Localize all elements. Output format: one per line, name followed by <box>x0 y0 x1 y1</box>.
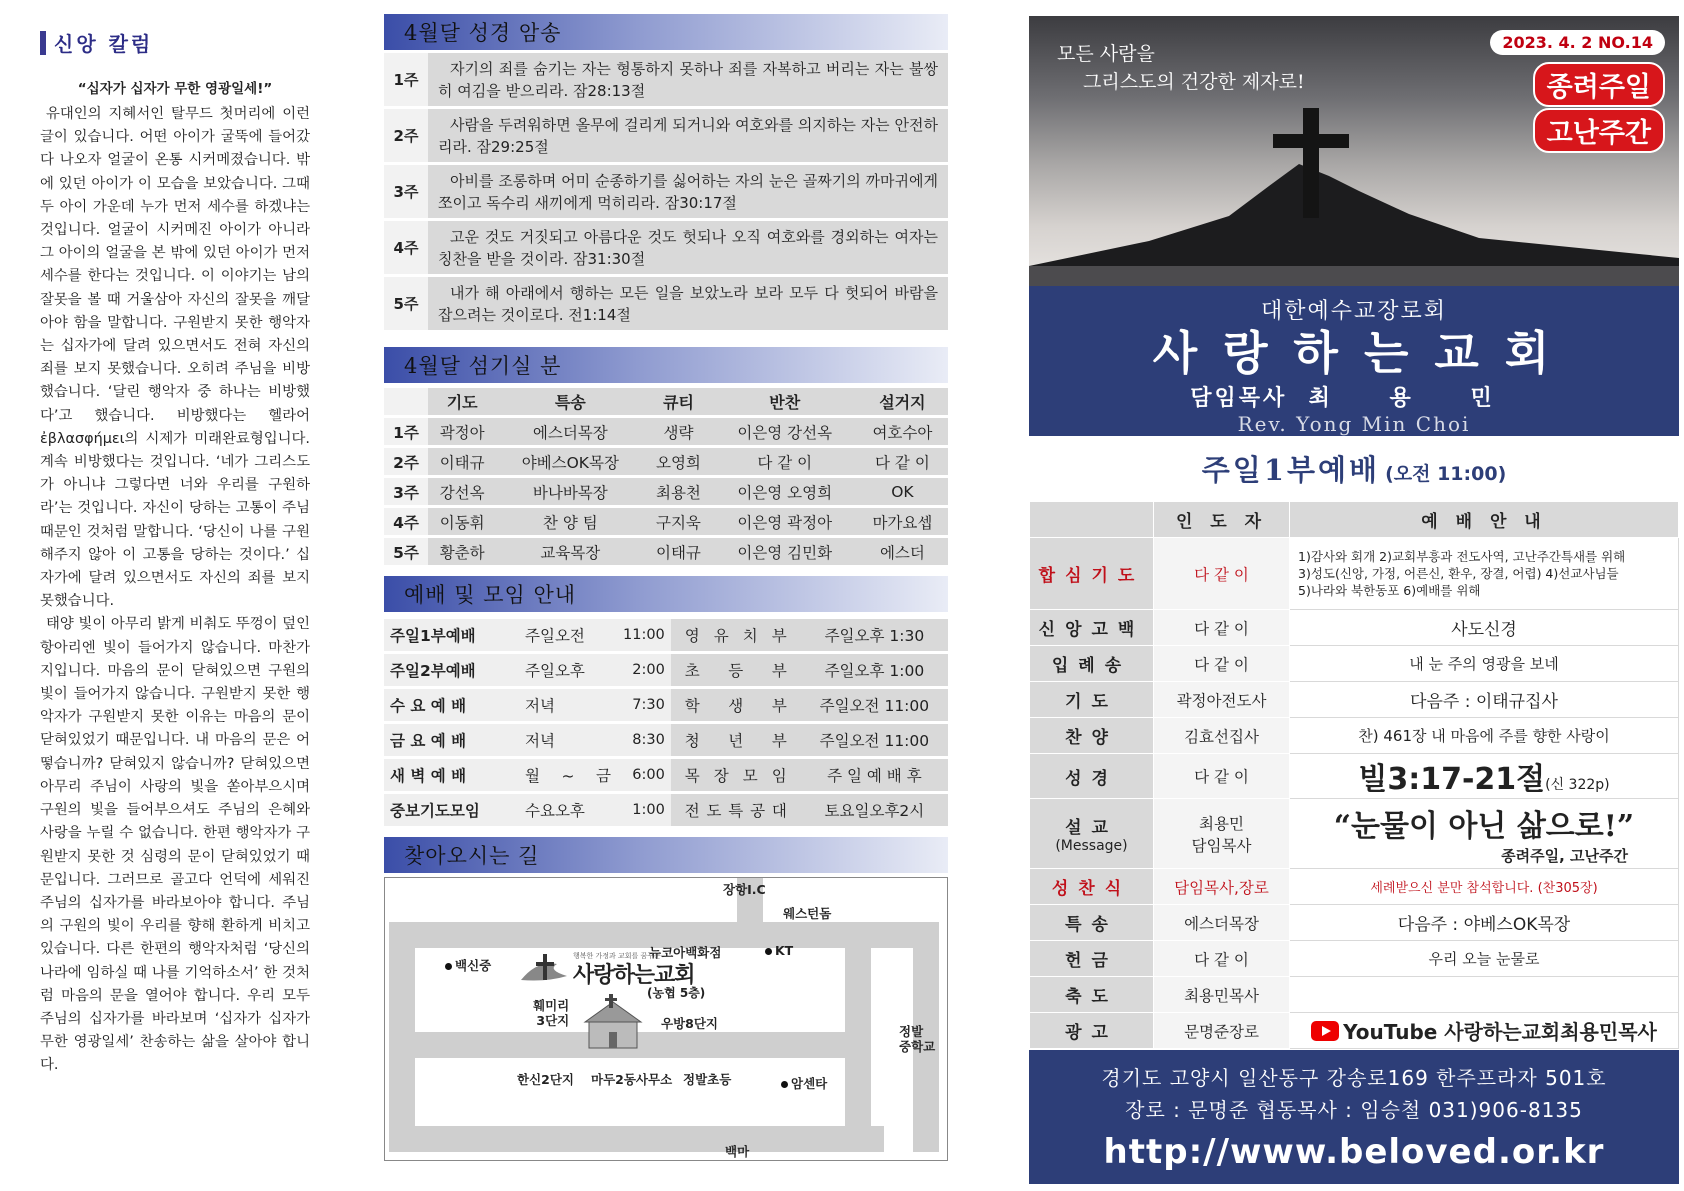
serve-cell: 에스더 <box>857 538 948 565</box>
order-content: 우리 오늘 눈물로 <box>1290 941 1679 977</box>
order-item <box>1030 869 1154 905</box>
scripture-page: (신 322p) <box>1545 777 1610 793</box>
order-header-cell <box>1030 502 1154 538</box>
order-row <box>1030 538 1679 610</box>
order-content: 다음주 : 야베스OK목장 <box>1290 905 1679 941</box>
service-name: 수 요 예 배 <box>384 689 519 721</box>
youtube-icon <box>1311 1021 1339 1041</box>
order-row <box>1030 941 1679 977</box>
order-leader <box>1154 941 1290 977</box>
map-label-hyemiri: 훼미리 3단지 <box>533 998 570 1028</box>
order-leader-name: 담임목사,장로 <box>1174 878 1269 897</box>
order-row <box>1030 682 1679 718</box>
order-item-sub: (Message) <box>1055 838 1128 854</box>
slogan-line: 그리스도의 건강한 제자로! <box>1083 71 1305 93</box>
order-item <box>1030 682 1154 718</box>
department-name: 목 장 모 임 <box>671 759 801 791</box>
order-item-label: 입례송 <box>1051 656 1132 676</box>
order-content: 다음주 : 이태규집사 <box>1290 682 1679 718</box>
serve-header-cell: 설거지 <box>857 388 948 415</box>
order-leader <box>1154 977 1290 1013</box>
order-item-label: 합심기도 <box>1038 566 1145 586</box>
map-label-jangang: 장항I.C <box>723 882 766 897</box>
order-content: 세례받으신 분만 참석합니다. (찬305장) <box>1290 869 1679 905</box>
map-dot <box>765 948 772 955</box>
map-label-jeongbal-elem: 정발초등 <box>683 1072 732 1087</box>
hero-image <box>1029 16 1679 286</box>
sermon-title: “눈물이 아닌 삶으로!” <box>1333 809 1635 844</box>
serve-table <box>384 385 948 568</box>
serve-cell: 이은영 오영희 <box>713 478 857 505</box>
order-item <box>1030 538 1154 610</box>
serve-row <box>384 448 948 475</box>
order-leader-name: 다 같 이 <box>1194 655 1249 674</box>
order-leader <box>1154 754 1290 799</box>
order-leader-name: 김효선집사 <box>1184 727 1259 746</box>
memory-table <box>384 50 948 333</box>
services-header <box>384 576 948 612</box>
order-item-label: 축도 <box>1065 987 1118 1007</box>
sermon-subtitle: 종려주일, 고난주간 <box>1501 847 1628 865</box>
department-time: 주일오후 1:30 <box>801 619 948 651</box>
service-row <box>384 689 948 721</box>
directions-map <box>384 877 948 1161</box>
service-day: 저녁 <box>519 689 617 721</box>
serve-cell: 이은영 강선옥 <box>713 418 857 445</box>
serve-header-cell: 큐티 <box>644 388 712 415</box>
service-row <box>384 759 948 791</box>
service-name: 주일1부예배 <box>384 619 519 651</box>
church-logo-name: 사랑하는교회 <box>573 962 695 988</box>
memory-row <box>384 109 948 162</box>
serve-cell: 3주 <box>384 478 428 505</box>
order-item <box>1030 718 1154 754</box>
order-leader <box>1154 799 1290 869</box>
serve-cell: 황춘하 <box>428 538 496 565</box>
serve-header-cell <box>384 388 428 415</box>
memory-verse: 사람을 두려워하면 올무에 걸리게 되거니와 여호와를 의지하는 자는 안전하리라. 잠29:25절 <box>428 109 948 162</box>
order-content <box>1290 754 1679 799</box>
order-leader <box>1154 682 1290 718</box>
order-row <box>1030 754 1679 799</box>
department-name: 전 도 특 공 대 <box>671 794 801 826</box>
serve-header <box>384 347 948 383</box>
order-item <box>1030 1013 1154 1049</box>
prayer-item: 5)나라와 북한동포 6)예배를 위해 <box>1298 583 1481 598</box>
pastor-line <box>1029 381 1679 412</box>
serve-cell: 다 같 이 <box>713 448 857 475</box>
order-item-label: 찬양 <box>1065 728 1118 748</box>
map-label-kt <box>765 943 793 958</box>
order-row <box>1030 977 1679 1013</box>
memory-week: 2주 <box>384 109 428 162</box>
map-label-madu: 마두2동사무소 <box>591 1072 673 1087</box>
service-time: 2:00 <box>617 654 671 686</box>
service-time: 8:30 <box>617 724 671 756</box>
serve-cell: 1주 <box>384 418 428 445</box>
services-table <box>384 616 948 829</box>
church-footer <box>1029 1050 1679 1184</box>
serve-cell: 바나바목장 <box>496 478 644 505</box>
order-leader-name: 다 같 이 <box>1194 565 1249 584</box>
service-name: 주일2부예배 <box>384 654 519 686</box>
map-label-woobang: 우방8단지 <box>661 1016 718 1031</box>
department-time: 주 일 예 배 후 <box>801 759 948 791</box>
serve-cell: 찬 양 팀 <box>496 508 644 535</box>
serve-cell: 이은영 곽정아 <box>713 508 857 535</box>
serve-cell: 이태규 <box>428 448 496 475</box>
order-leader-name: 최용민 <box>1199 814 1244 833</box>
order-item-label: 특송 <box>1065 915 1118 935</box>
order-item-label: 설교 <box>1065 818 1118 838</box>
order-content: 사도신경 <box>1290 610 1679 646</box>
pastor-name-en: Rev. Yong Min Choi <box>1237 412 1471 436</box>
order-leader <box>1154 905 1290 941</box>
dove-icon <box>517 950 573 994</box>
order-header-cell: 예 배 안 내 <box>1290 502 1679 538</box>
order-leader <box>1154 646 1290 682</box>
church-website[interactable]: http://www.beloved.or.kr <box>1103 1132 1605 1172</box>
scripture-reference: 빌3:17-21절 <box>1358 762 1546 797</box>
memory-week: 1주 <box>384 53 428 106</box>
order-item <box>1030 646 1154 682</box>
order-leader <box>1154 869 1290 905</box>
service-row <box>384 724 948 756</box>
order-item <box>1030 977 1154 1013</box>
church-tagline: 행복한 가정과 교회를 꿈꾸는 <box>573 952 661 960</box>
serve-row <box>384 418 948 445</box>
serve-row <box>384 508 948 535</box>
order-item <box>1030 754 1154 799</box>
prayer-item: 3)성도(신앙, 가정, 어른신, 환우, 장결, 어렵) 4)선교사님들 <box>1298 566 1619 581</box>
serve-header-cell: 반찬 <box>713 388 857 415</box>
serve-cell: 다 같 이 <box>857 448 948 475</box>
memory-week: 5주 <box>384 277 428 330</box>
map-label-baekma: 백마 <box>725 1144 750 1159</box>
memory-week: 3주 <box>384 165 428 218</box>
map-label-jeongbal: 정발 중학교 <box>899 1024 936 1054</box>
department-time: 주일오전 11:00 <box>801 724 948 756</box>
memory-verse: 자기의 죄를 숨기는 자는 형통하지 못하나 죄를 자복하고 버리는 자는 불쌍히 여김을 받으리라. 잠28:13절 <box>428 53 948 106</box>
order-row <box>1030 718 1679 754</box>
serve-cell: 구지욱 <box>644 508 712 535</box>
order-row <box>1030 1013 1679 1049</box>
service-name: 금 요 예 배 <box>384 724 519 756</box>
church-contact: 장로 : 문명준 협동목사 : 임승철 031)906-8135 <box>1125 1098 1583 1122</box>
order-item <box>1030 799 1154 869</box>
serve-cell: 최용천 <box>644 478 712 505</box>
order-row <box>1030 905 1679 941</box>
service-row <box>384 654 948 686</box>
column-paragraph: 태양 빛이 아무리 밝게 비춰도 뚜껑이 덮인 항아리엔 빛이 들어가지 않습니다. 마찬가지입니다. 마음의 문이 닫혀있으면 구원의 빛이 들어가지 않습니다. 구원받지 못한 행악자가 구원받지 못한 이유는 마음의 문이 닫혀있었기 때문입니다. 내 마음의 문은 어떻습니까? 닫혀있지 않습니까? 닫혀있으면 아무리 주님이 사랑의 빛을 쏟아부으시며 구원의 빛을 들어부으셔도 주님의 은혜와 사랑을 누릴 수 없습니다. 한편 행악자가 구원받지 못한 것 심령의 문이 닫혀있었기 때문입니다. 그러므로 골고다 언덕에 세워진 주님의 십자가를 바라보아야 합니다. 주님의 구원의 빛이 우리를 향해 환하게 비치고 있습니다. 다른 한편의 행악자처럼 ‘당신의 나라에 임하실 때 나를 기억하소서’ 한 것처럼 마음의 문을 열어야 합니다. 우리 모두 주님의 십자가를 바라보며 ‘십자가 십자가 무한 영광일세’ 찬송하는 삶을 살아야 합니다. <box>40 616 310 1074</box>
faith-column <box>40 28 310 1078</box>
order-item-label: 성경 <box>1065 768 1118 789</box>
church-logo <box>517 950 717 998</box>
church-title-band <box>1029 286 1679 436</box>
department-time: 토요일오후2시 <box>801 794 948 826</box>
service-time: 1:00 <box>617 794 671 826</box>
service-time: 11:00 <box>617 619 671 651</box>
map-label-cancer <box>781 1074 827 1092</box>
service-name: 새 벽 예 배 <box>384 759 519 791</box>
map-dot <box>445 963 452 970</box>
passion-week-badge: 고난주간 <box>1533 108 1665 153</box>
order-leader-name: 다 같 이 <box>1194 950 1249 969</box>
serve-cell: 여호수아 <box>857 418 948 445</box>
serve-cell: 교육목장 <box>496 538 644 565</box>
church-floor: (농협 5층) <box>647 986 706 1000</box>
map-title: 찾아오시는 길 <box>404 844 540 868</box>
serve-cell: 곽정아 <box>428 418 496 445</box>
memory-row <box>384 53 948 106</box>
palm-sunday-badge: 종려주일 <box>1533 62 1665 107</box>
order-leader-name: 곽정아전도사 <box>1176 691 1267 710</box>
order-content <box>1290 977 1679 1013</box>
serve-cell: 야베스OK목장 <box>496 448 644 475</box>
serve-cell: 이동휘 <box>428 508 496 535</box>
serve-cell: 강선옥 <box>428 478 496 505</box>
column-body <box>40 103 310 1078</box>
map-label-cancer-text: 암센타 <box>791 1076 828 1091</box>
memory-week: 4주 <box>384 221 428 274</box>
memory-row <box>384 221 948 274</box>
youtube-link[interactable] <box>1311 1016 1657 1045</box>
service-day: 주일오전 <box>519 619 617 651</box>
order-row <box>1030 799 1679 869</box>
service-day: 주일오후 <box>519 654 617 686</box>
map-label-newcore: 뉴코아백화점 <box>649 945 722 960</box>
map-header <box>384 837 948 873</box>
column-quote: “십자가 십자가 무한 영광일세!” <box>77 81 273 97</box>
service-row <box>384 619 948 651</box>
column-title <box>40 28 310 57</box>
order-content <box>1290 799 1679 869</box>
serve-row <box>384 478 948 505</box>
serve-cell: 이태규 <box>644 538 712 565</box>
worship-title <box>1029 448 1679 489</box>
map-label-baeksin <box>445 956 491 974</box>
serve-cell: 마가요셉 <box>857 508 948 535</box>
service-time: 7:30 <box>617 689 671 721</box>
order-leader-name: 문명준장로 <box>1184 1022 1259 1041</box>
church-address: 경기도 고양시 일산동구 강송로169 한주프라자 501호 <box>1101 1066 1607 1090</box>
worship-time: (오전 11:00) <box>1385 463 1507 485</box>
serve-cell: OK <box>857 478 948 505</box>
serve-title: 4월달 섬기실 분 <box>404 354 562 378</box>
order-content <box>1290 1013 1679 1049</box>
church-name: 사랑하는교회 <box>1152 326 1576 380</box>
serve-header-cell: 특송 <box>496 388 644 415</box>
department-time: 주일오후 1:00 <box>801 654 948 686</box>
memory-verse: 아비를 조롱하며 어미 순종하기를 싫어하는 자의 눈은 골짜기의 까마귀에게 쪼이고 독수리 새끼에게 먹히리라. 잠30:17절 <box>428 165 948 218</box>
services-title: 예배 및 모임 안내 <box>404 583 577 607</box>
order-content: 내 눈 주의 영광을 보네 <box>1290 646 1679 682</box>
order-row <box>1030 610 1679 646</box>
order-leader <box>1154 718 1290 754</box>
memory-verse: 고운 것도 거짓되고 아름다운 것도 헛되나 오직 여호와를 경외하는 여자는 칭찬을 받을 것이라. 잠31:30절 <box>428 221 948 274</box>
column-title-text: 신앙 칼럼 <box>54 32 154 56</box>
order-header-cell: 인 도 자 <box>1154 502 1290 538</box>
serve-cell: 에스더목장 <box>496 418 644 445</box>
order-leader <box>1154 610 1290 646</box>
serve-cell: 생략 <box>644 418 712 445</box>
service-day: 수요오후 <box>519 794 617 826</box>
order-leader-name: 에스더목장 <box>1184 914 1259 933</box>
map-label-baeksin-text: 백신중 <box>455 958 492 973</box>
serve-cell: 오영희 <box>644 448 712 475</box>
service-row <box>384 794 948 826</box>
order-leader-sub: 담임목사 <box>1191 836 1252 855</box>
serve-row <box>384 538 948 565</box>
map-dot <box>781 1081 788 1088</box>
order-item-label: 신앙고백 <box>1038 620 1145 640</box>
pastor-name: 최 용 민 <box>1308 386 1518 411</box>
order-leader <box>1154 1013 1290 1049</box>
column-paragraph: 유대인의 지혜서인 탈무드 첫머리에 이런 글이 있습니다. 어떤 아이가 굴뚝에 들어갔다 나오자 얼굴이 온통 시커메졌습니다. 밖에 있던 아이가 이 모습을 보았습니다. 그때 두 아이 가운데 누가 먼저 세수를 하겠냐는 것입니다. 얼굴이 시커메진 아이가 아니라 그 아이의 얼굴을 본 밖에 있던 아이가 먼저 세수를 한다는 것입니다. 이 이야기는 남의 잘못을 볼 때 거울삼아 자신의 잘못을 깨달아야 함을 말합니다. 구원받지 못한 행악자는 십자가에 달려 있으면서도 전혀 자신의 죄를 보지 못했습니다. 오히려 주님을 비방했습니다. ‘달린 행악자 중 하나는 비방했다’고 했습니다. 비방했다는 헬라어 ἐβλασφήμει의 시제가 미래완료형입니다. 계속 비방했다는 것입니다. ‘네가 그리스도가 아니냐 그렇다면 너와 우리를 구원하라’는 것입니다. 자신이 당하는 고통이 주님 때문인 것처럼 말합니다. ‘당신이 나를 구원해주지 않아 이 고통을 당하는 것이다.’ 십자가에 달려 있으면서도 자신의 죄를 보지 못했습니다. <box>40 106 310 610</box>
map-label-hanshin: 한신2단지 <box>517 1072 574 1087</box>
department-name: 청 년 부 <box>671 724 801 756</box>
order-row <box>1030 646 1679 682</box>
prayer-item: 1)감사와 회개 2)교회부흥과 전도사역, 고난주간특새를 위해 <box>1298 549 1626 564</box>
order-leader-name: 다 같 이 <box>1194 768 1249 786</box>
department-name: 영 유 치 부 <box>671 619 801 651</box>
denomination: 대한예수교장로회 <box>1260 299 1448 324</box>
order-item <box>1030 905 1154 941</box>
serve-cell: 4주 <box>384 508 428 535</box>
memory-header <box>384 14 948 50</box>
worship-order-table <box>1029 501 1679 1049</box>
slogan-line: 모든 사람을 <box>1057 43 1155 65</box>
service-time: 6:00 <box>617 759 671 791</box>
serve-cell: 2주 <box>384 448 428 475</box>
order-leader <box>1154 538 1290 610</box>
department-name: 초 등 부 <box>671 654 801 686</box>
serve-cell: 이은영 김민화 <box>713 538 857 565</box>
map-label-westdom: 웨스턴돔 <box>783 906 832 921</box>
title-bar <box>40 31 46 55</box>
bulletin-cover <box>1029 16 1679 1184</box>
church-building-icon <box>581 994 645 1050</box>
department-time: 주일오전 11:00 <box>801 689 948 721</box>
department-name: 학 생 부 <box>671 689 801 721</box>
youtube-text: YouTube 사랑하는교회최용민목사 <box>1343 1020 1657 1044</box>
service-name: 중보기도모임 <box>384 794 519 826</box>
order-item-label: 기도 <box>1065 692 1118 712</box>
memory-title: 4월달 성경 암송 <box>404 21 562 45</box>
order-leader-name: 다 같 이 <box>1194 619 1249 638</box>
order-item <box>1030 610 1154 646</box>
order-item-label: 성찬식 <box>1051 879 1132 899</box>
service-day: 월 ~ 금 <box>519 759 617 791</box>
order-content <box>1290 538 1679 610</box>
map-road <box>389 1126 884 1152</box>
issue-date: 2023. 4. 2 NO.14 <box>1490 30 1665 55</box>
order-item-label: 헌금 <box>1065 951 1118 971</box>
serve-cell: 5주 <box>384 538 428 565</box>
order-content: 찬) 461장 내 마음에 주를 향한 사랑이 <box>1290 718 1679 754</box>
map-label-kt-text: KT <box>775 943 794 958</box>
info-column <box>384 14 948 1161</box>
service-day: 저녁 <box>519 724 617 756</box>
serve-header-cell: 기도 <box>428 388 496 415</box>
worship-title-main: 주일1부예배 <box>1201 453 1380 487</box>
order-row <box>1030 869 1679 905</box>
order-item-label: 광고 <box>1065 1023 1118 1043</box>
memory-row <box>384 165 948 218</box>
pastor-prefix: 담임목사 <box>1190 386 1288 411</box>
slogan <box>1057 40 1305 96</box>
memory-row <box>384 277 948 330</box>
memory-verse: 내가 해 아래에서 행하는 모든 일을 보았노라 보라 모두 다 헛되어 바람을 잡으려는 것이로다. 전1:14절 <box>428 277 948 330</box>
order-leader-name: 최용민목사 <box>1184 986 1259 1005</box>
order-item <box>1030 941 1154 977</box>
map-road <box>845 922 871 1152</box>
